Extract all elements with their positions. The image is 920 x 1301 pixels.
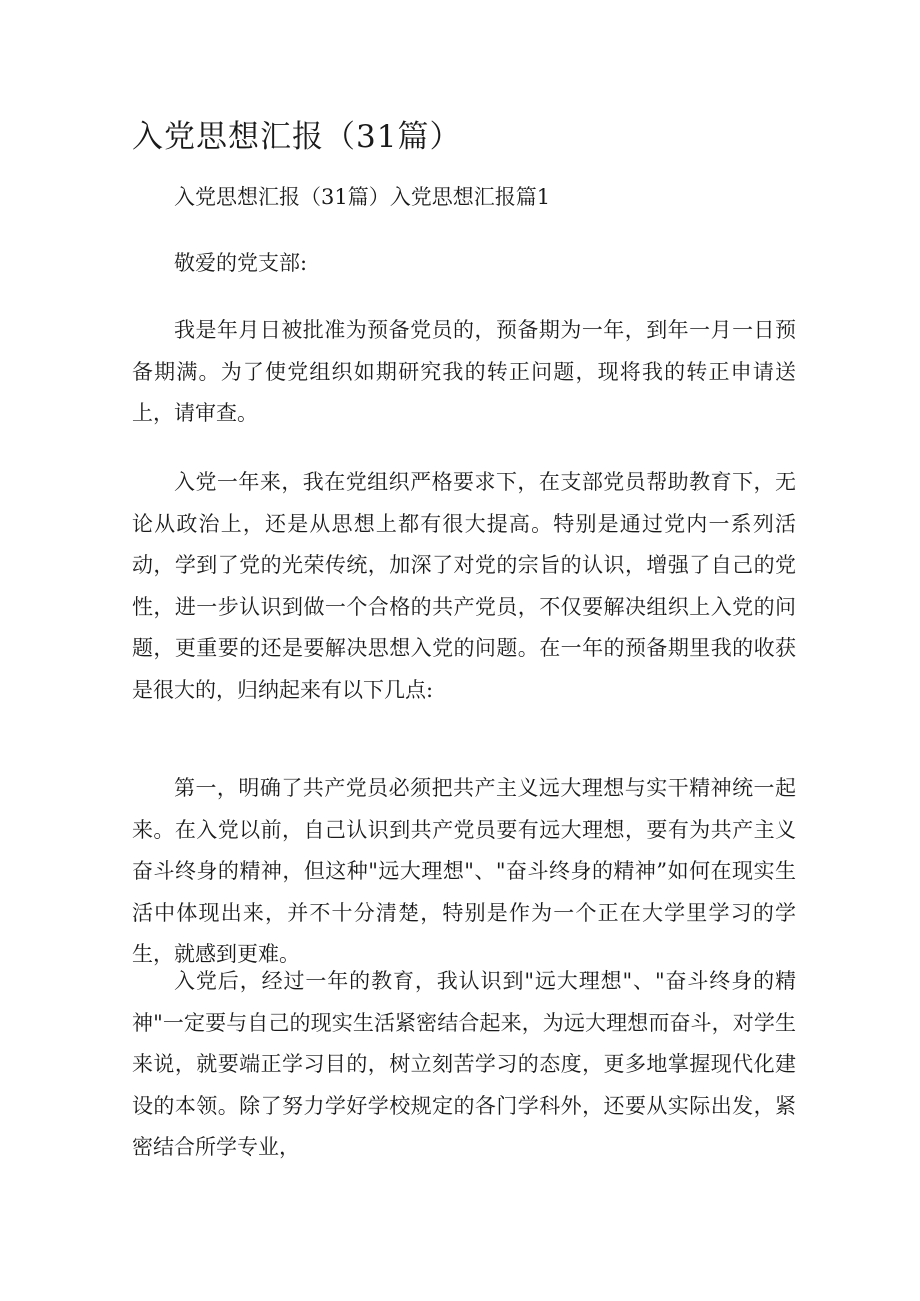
salutation: 敬爱的党支部: (174, 251, 308, 275)
document-subtitle: 入党思想汇报（31篇）入党思想汇报篇1 (174, 185, 551, 209)
paragraph-4: 入党后，经过一年的教育，我认识到"远大理想"、"奋斗终身的精神"一定要与自己的现实生活紧密结合起来，为远大理想而奋斗，对学生来说，就要端正学习目的，树立刻苦学习的态度，更多地掌握现代化建设的本领。除了努力学好学校规定的各门学科外，还要从实际出发，紧密结合所学专业， (132, 969, 796, 1159)
paragraph-3: 第一，明确了共产党员必须把共产主义远大理想与实干精神统一起来。在入党以前，自己认识到共产党员要有远大理想，要有为共产主义奋斗终身的精神，但这种"远大理想"、"奋斗终身的精神”如何在现实生活中体现出来，并不十分清楚，特别是作为一个正在大学里学习的学生，就感到更难。 (132, 776, 796, 966)
paragraph-1: 我是年月日被批准为预备党员的，预备期为一年，到年一月一日预备期满。为了使党组织如期研究我的转正问题，现将我的转正申请送上，请审查。 (132, 318, 796, 425)
document-title: 入党思想汇报（31篇） (132, 119, 462, 155)
paragraph-2: 入党一年来，我在党组织严格要求下，在支部党员帮助教育下，无论从政治上，还是从思想上都有很大提高。特别是通过党内一系列活动，学到了党的光荣传统，加深了对党的宗旨的认识，增强了自己的党性，进一步认识到做一个合格的共产党员，不仅要解决组织上入党的问题，更重要的还是要解决思想入党的问题。在一年的预备期里我的收获是很大的，归纳起来有以下几点: (132, 470, 796, 702)
